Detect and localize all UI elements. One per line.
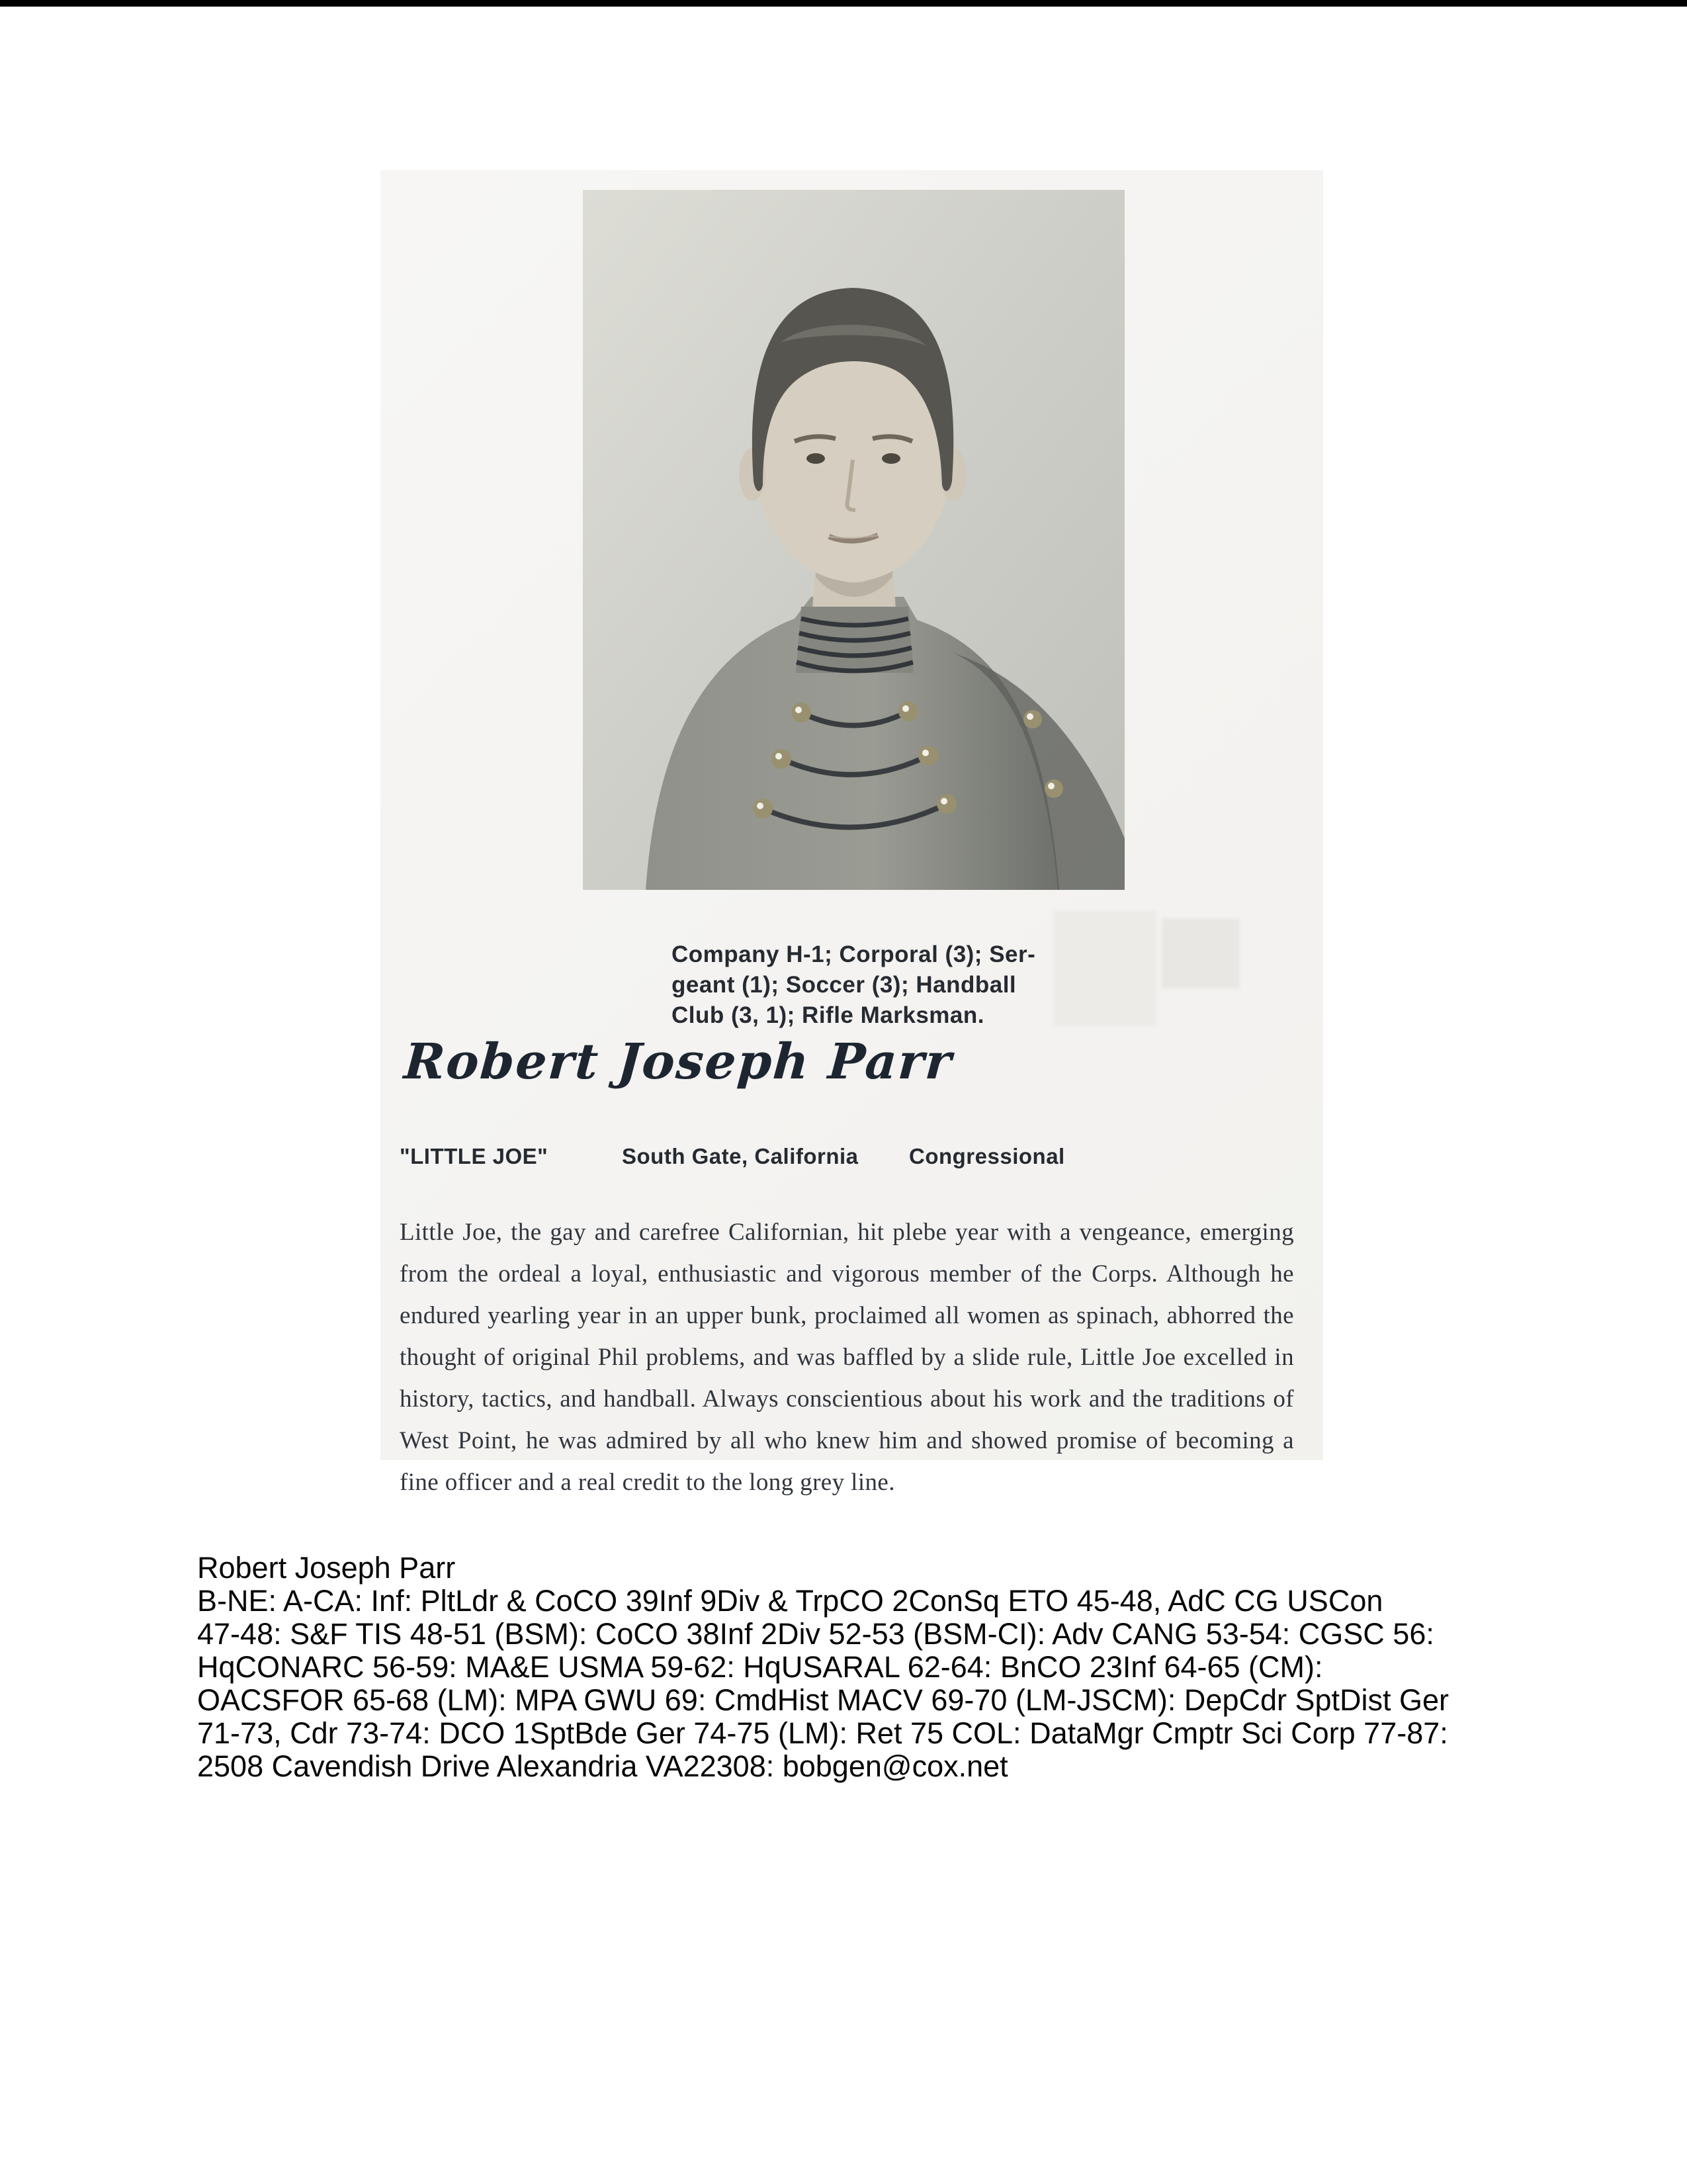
service-record bbox=[197, 1551, 1553, 1783]
yearbook-scan bbox=[380, 170, 1323, 1496]
appointment-type: Congressional bbox=[909, 1144, 1065, 1168]
cadet-portrait-photo bbox=[583, 190, 1125, 890]
caption-line: Club (3, 1); Rifle Marksman. bbox=[671, 1002, 984, 1028]
hometown: South Gate, California bbox=[622, 1144, 859, 1168]
identity-row bbox=[380, 1144, 1323, 1173]
page-ghosting-artifact bbox=[1162, 918, 1240, 988]
cadet-name-script: Robert Joseph Parr bbox=[402, 1033, 955, 1090]
caption-line: Company H-1; Corporal (3); Ser- bbox=[671, 941, 1036, 967]
page-ghosting-artifact bbox=[1053, 910, 1156, 1027]
biography-paragraph: Little Joe, the gay and carefree Californian, hit plebe year with a vengeance, emerging from the ordeal a loyal, enthusiastic and vigorous member of the Corps. Although he endured yearling year in an upper bunk, proclaimed all women as spinach, abhorred the thought of original Phil problems, and was baffled by a slide rule, Little Joe excelled in history, tactics, and handball. Always conscientious about his work and the traditions of West Point, he was admired by all who knew him and showed promise of becoming a fine officer and a real credit to the long grey line. bbox=[400, 1219, 1294, 1496]
service-record-name: Robert Joseph Parr bbox=[197, 1551, 456, 1585]
nickname: "LITTLE JOE" bbox=[400, 1144, 548, 1168]
service-record-line: 2508 Cavendish Drive Alexandria VA22308: bobgen@cox.net bbox=[197, 1749, 1008, 1783]
activities-caption bbox=[671, 939, 1042, 1031]
caption-line: geant (1); Soccer (3); Handball bbox=[671, 972, 1017, 998]
scan-edge-bar bbox=[0, 0, 1687, 7]
cadet-portrait-illustration bbox=[583, 190, 1125, 890]
service-record-line: B-NE: A-CA: Inf: PltLdr & CoCO 39Inf 9Div & TrpCO 2ConSq ETO 45-48, AdC CG USCon bbox=[197, 1584, 1383, 1618]
service-record-line: 47-48: S&F TIS 48-51 (BSM): CoCO 38Inf 2Div 52-53 (BSM-CI): Adv CANG 53-54: CGSC 56: bbox=[197, 1617, 1434, 1651]
service-record-line: HqCONARC 56-59: MA&E USMA 59-62: HqUSARAL 62-64: BnCO 23Inf 64-65 (CM): bbox=[197, 1650, 1323, 1684]
service-record-line: OACSFOR 65-68 (LM): MPA GWU 69: CmdHist MACV 69-70 (LM-JSCM): DepCdr SptDist Ger bbox=[197, 1683, 1449, 1717]
service-record-line: 71-73, Cdr 73-74: DCO 1SptBde Ger 74-75 (LM): Ret 75 COL: DataMgr Cmptr Sci Corp 77-87: bbox=[197, 1716, 1448, 1750]
